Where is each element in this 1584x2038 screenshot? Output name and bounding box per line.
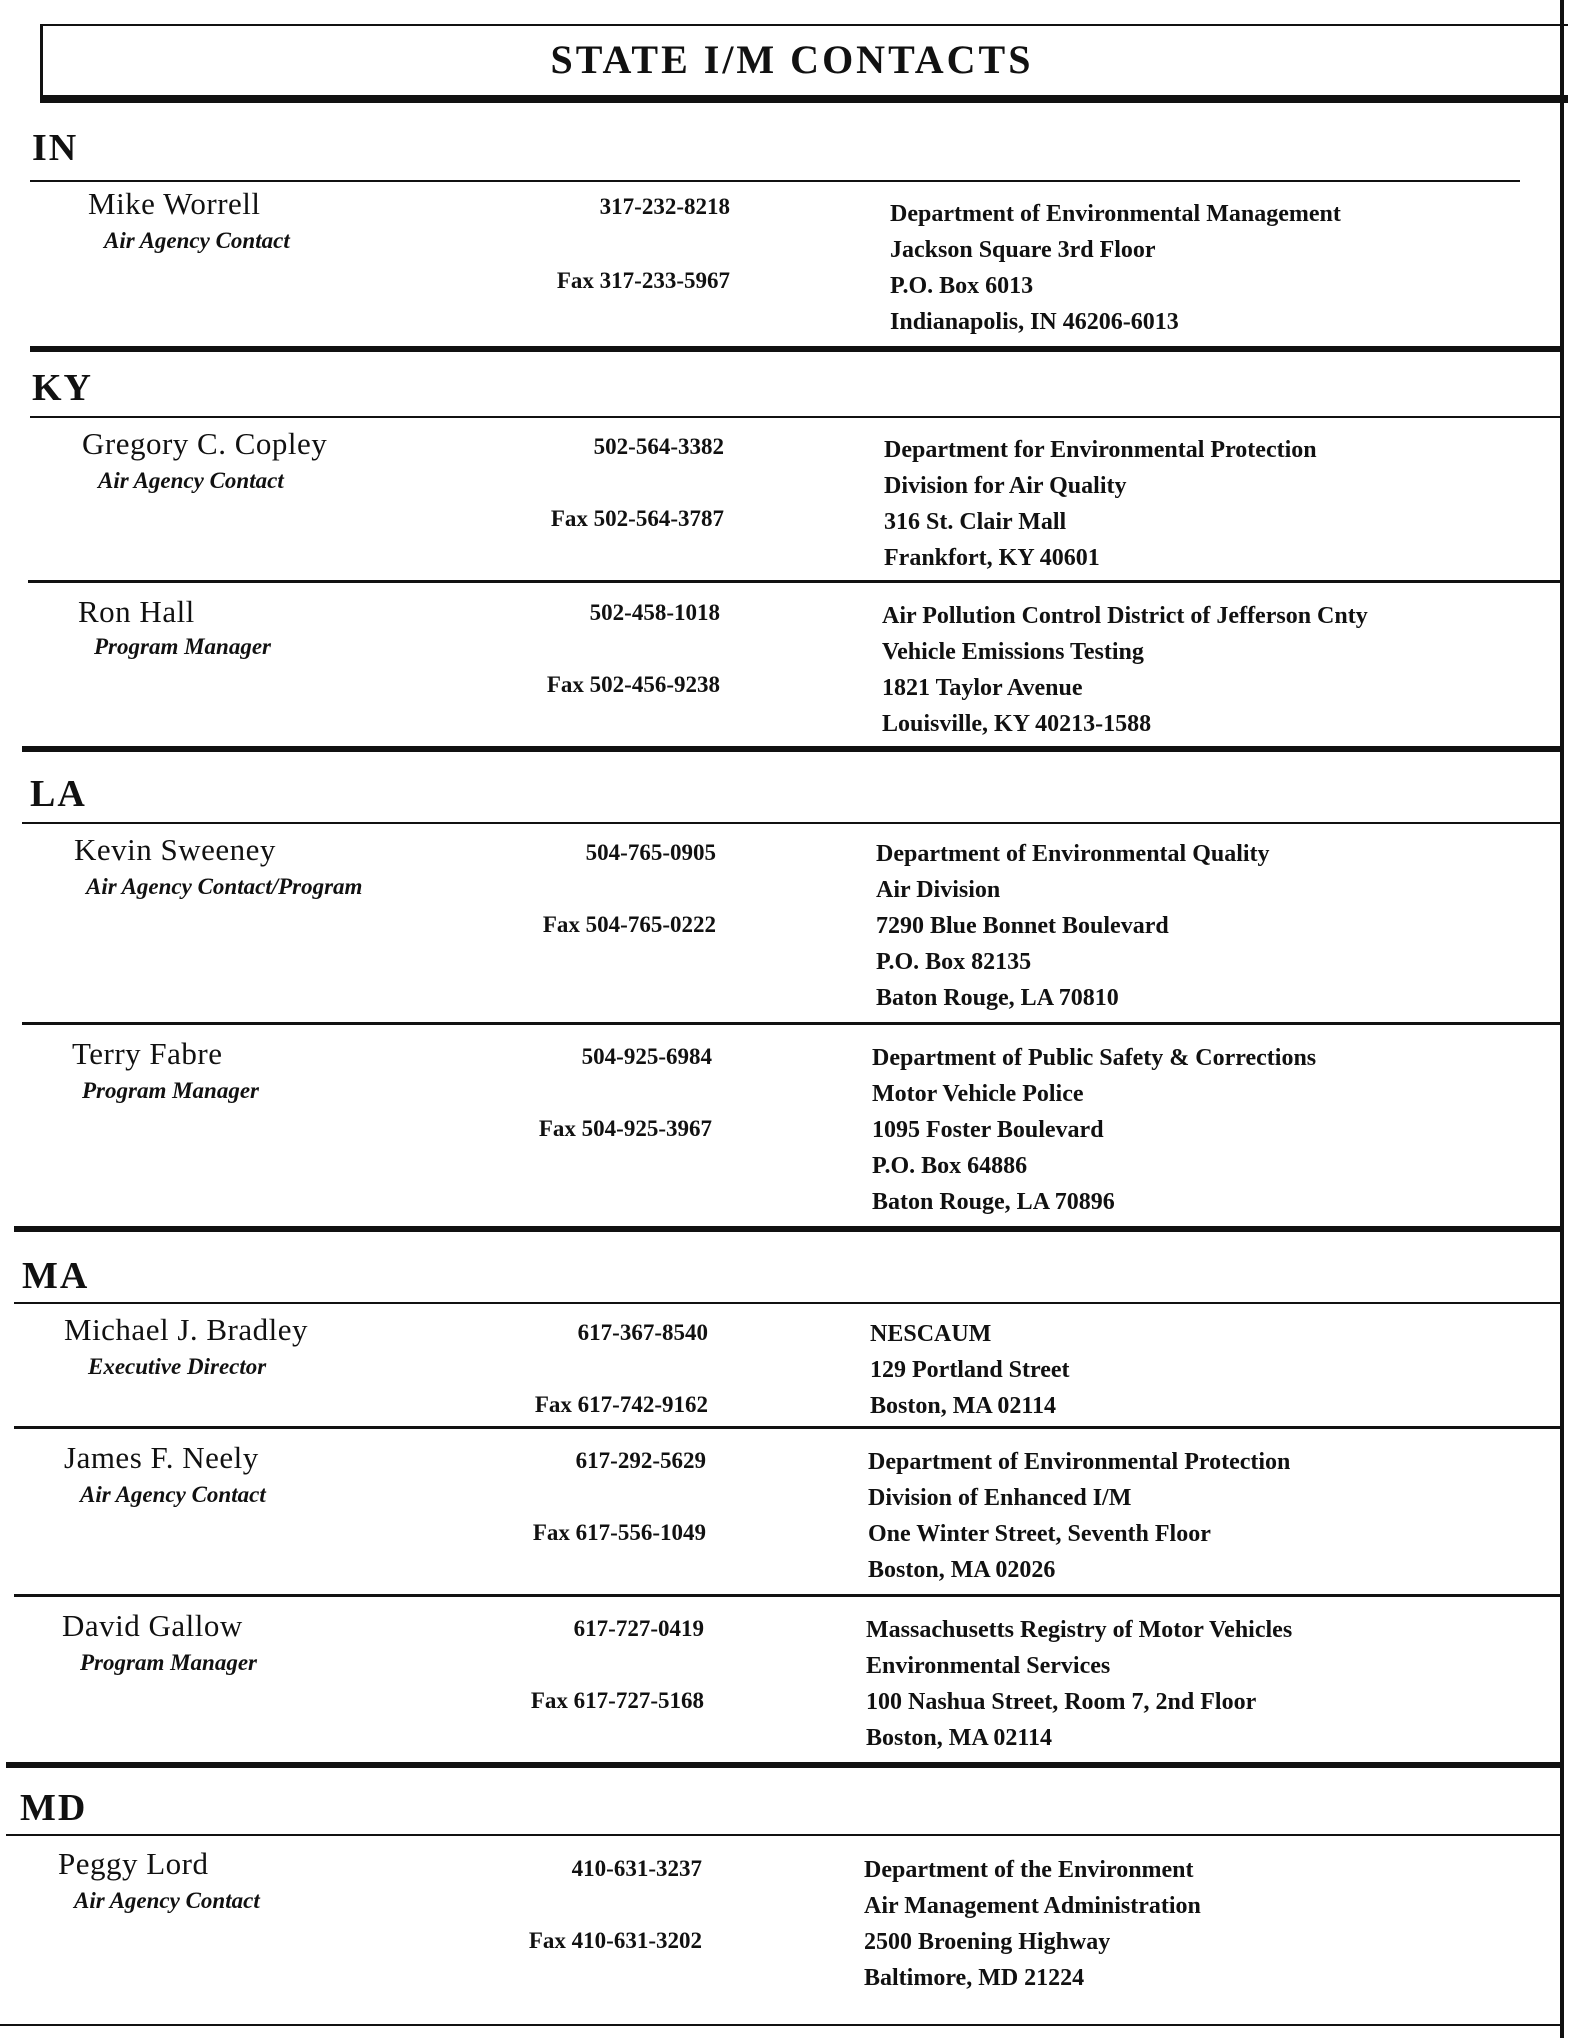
contact-fax: Fax 502-456-9238 (546, 672, 720, 697)
contact-address (890, 196, 1341, 340)
contact-phone: 502-564-3382 (593, 434, 724, 459)
contact-divider (14, 1426, 1564, 1429)
contact-address (870, 1316, 1070, 1424)
state-code-ky: KY (32, 367, 93, 409)
contact-address (876, 836, 1270, 1016)
address-line: Baton Rouge, LA 70810 (876, 985, 1119, 1011)
contact-fax: Fax 617-727-5168 (530, 1688, 704, 1713)
contact-role: Air Agency Contact/Program (86, 874, 363, 899)
address-line: Department of Environmental Protection (868, 1449, 1291, 1475)
address-line: Boston, MA 02026 (868, 1557, 1056, 1583)
contact-phone: 410-631-3237 (571, 1856, 702, 1881)
address-line: Vehicle Emissions Testing (882, 639, 1144, 665)
address-line: Department of Environmental Quality (876, 841, 1270, 867)
contact-fax: Fax 502-564-3787 (550, 506, 724, 531)
state-rule (30, 180, 1520, 182)
address-line: Louisville, KY 40213-1588 (882, 711, 1152, 737)
contact-fax: Fax 410-631-3202 (528, 1928, 702, 1953)
contact-name: Mike Worrell (88, 186, 261, 221)
contact-fax: Fax 617-556-1049 (532, 1520, 706, 1545)
address-line: Environmental Services (866, 1653, 1111, 1679)
address-line: 100 Nashua Street, Room 7, 2nd Floor (866, 1689, 1257, 1715)
contact-name: Gregory C. Copley (82, 426, 328, 461)
address-line: P.O. Box 6013 (890, 273, 1034, 299)
contact-phone: 504-925-6984 (581, 1044, 712, 1069)
address-line: Boston, MA 02114 (866, 1725, 1053, 1751)
contact-name: Michael J. Bradley (64, 1312, 309, 1347)
section-divider (30, 346, 1564, 352)
address-line: 2500 Broening Highway (864, 1929, 1111, 1955)
contact-fax: Fax 317-233-5967 (556, 268, 730, 293)
address-line: P.O. Box 64886 (872, 1153, 1028, 1179)
state-rule (14, 1302, 1564, 1304)
address-line: P.O. Box 82135 (876, 949, 1032, 975)
contact-role: Program Manager (94, 634, 271, 659)
contact-address (868, 1444, 1290, 1588)
address-line: Boston, MA 02114 (870, 1393, 1057, 1419)
address-line: Air Management Administration (864, 1893, 1201, 1919)
contact-name: Kevin Sweeney (74, 832, 276, 867)
address-line: NESCAUM (870, 1321, 992, 1347)
contact-name: Terry Fabre (72, 1036, 223, 1071)
contact-phone: 317-232-8218 (599, 194, 730, 219)
contact-phone: 617-367-8540 (577, 1320, 708, 1345)
state-rule (30, 416, 1564, 418)
contact-address (884, 432, 1317, 576)
address-line: Department of Environmental Management (890, 201, 1341, 227)
address-line: Baton Rouge, LA 70896 (872, 1189, 1115, 1215)
state-code-md: MD (20, 1787, 88, 1829)
contact-role: Air Agency Contact (104, 228, 290, 253)
address-line: Massachusetts Registry of Motor Vehicles (866, 1617, 1293, 1643)
contact-phone: 502-458-1018 (589, 600, 720, 625)
state-rule (22, 822, 1564, 824)
address-line: Department for Environmental Protection (884, 437, 1317, 463)
address-line: Air Pollution Control District of Jefferson Cnty (882, 603, 1368, 629)
address-line: Motor Vehicle Police (872, 1081, 1084, 1107)
contact-name: Peggy Lord (58, 1846, 209, 1881)
contact-fax: Fax 617-742-9162 (534, 1392, 708, 1417)
contact-role: Air Agency Contact (80, 1482, 266, 1507)
address-line: Jackson Square 3rd Floor (890, 237, 1156, 263)
section-divider (6, 1762, 1564, 1768)
title-rule (40, 95, 1568, 103)
address-line: 1821 Taylor Avenue (882, 675, 1083, 701)
section-divider (14, 1226, 1564, 1232)
address-line: Baltimore, MD 21224 (864, 1965, 1085, 1991)
contact-fax: Fax 504-925-3967 (538, 1116, 712, 1141)
contact-name: James F. Neely (64, 1440, 259, 1475)
contact-address (872, 1040, 1316, 1220)
contact-role: Executive Director (88, 1354, 267, 1379)
contact-fax: Fax 504-765-0222 (542, 912, 716, 937)
address-line: Indianapolis, IN 46206-6013 (890, 309, 1179, 335)
page-right-rule (1560, 0, 1564, 2038)
state-code-in: IN (32, 127, 79, 169)
section-divider (22, 746, 1564, 752)
address-line: 1095 Foster Boulevard (872, 1117, 1104, 1143)
contact-phone: 617-292-5629 (575, 1448, 706, 1473)
contact-name: David Gallow (62, 1608, 243, 1643)
address-line: Division for Air Quality (884, 473, 1127, 499)
contact-phone: 617-727-0419 (573, 1616, 704, 1641)
contact-divider (28, 580, 1564, 583)
address-line: Division of Enhanced I/M (868, 1485, 1132, 1511)
contact-role: Air Agency Contact (74, 1888, 260, 1913)
contact-divider (14, 1594, 1564, 1597)
contact-name: Ron Hall (78, 594, 195, 629)
contact-address (882, 598, 1368, 742)
address-line: Department of Public Safety & Corrections (872, 1045, 1317, 1071)
state-code-la: LA (30, 773, 87, 815)
address-line: 316 St. Clair Mall (884, 509, 1067, 535)
contact-role: Program Manager (80, 1650, 257, 1675)
state-rule (6, 1834, 1564, 1836)
contact-role: Program Manager (82, 1078, 259, 1103)
contact-role: Air Agency Contact (98, 468, 284, 493)
address-line: Air Division (876, 877, 1001, 903)
address-line: 7290 Blue Bonnet Boulevard (876, 913, 1169, 939)
page-bottom-rule (0, 2024, 1564, 2026)
address-line: Frankfort, KY 40601 (884, 545, 1100, 571)
address-line: One Winter Street, Seventh Floor (868, 1521, 1211, 1547)
contact-address (866, 1612, 1292, 1756)
contact-divider (22, 1022, 1564, 1025)
address-line: 129 Portland Street (870, 1357, 1070, 1383)
state-code-ma: MA (22, 1255, 90, 1297)
page-title: STATE I/M CONTACTS (550, 37, 1034, 82)
contact-phone: 504-765-0905 (585, 840, 716, 865)
address-line: Department of the Environment (864, 1857, 1194, 1883)
contact-address (864, 1852, 1201, 1996)
